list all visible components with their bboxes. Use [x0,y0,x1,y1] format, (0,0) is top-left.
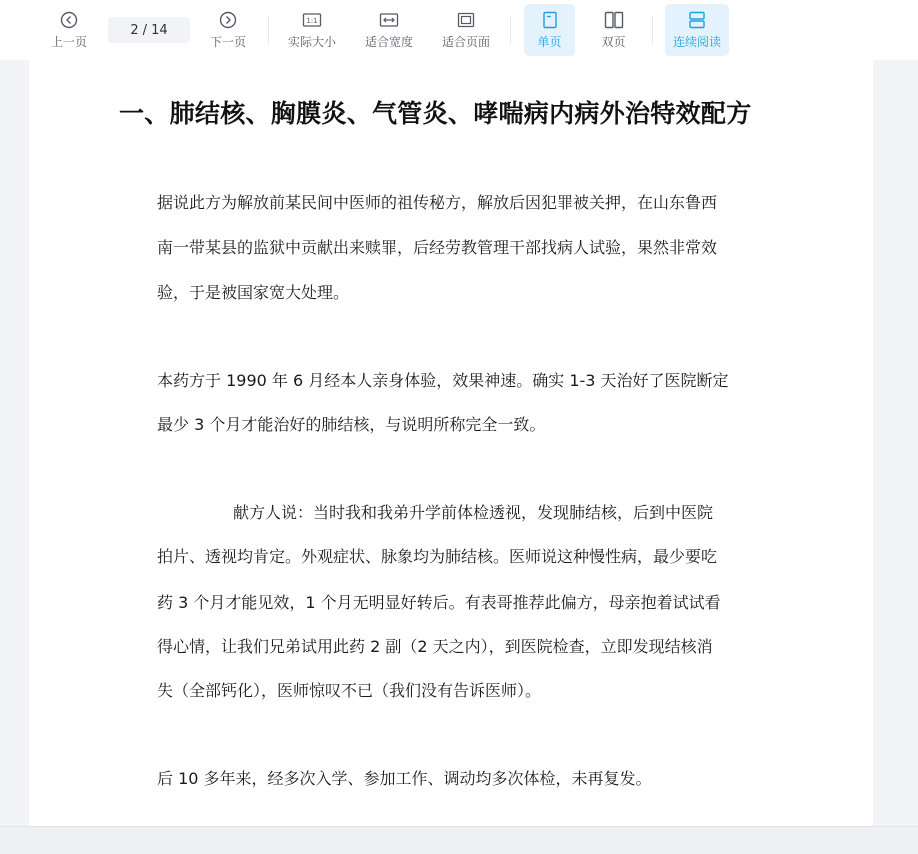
continuous-reading-label: 连续阅读 [672,35,721,49]
page-title: 一、肺结核、胸膜炎、气管炎、哮喘病内病外治特效配方 [119,99,752,128]
fit-width-button[interactable] [359,4,419,56]
paragraph-line: 后 10 多年来，经多次入学、参加工作、调动均多次体检，未再复发。 [157,769,652,788]
next-page-button[interactable] [205,4,251,56]
paragraph-line: 据说此方为解放前某民间中医师的祖传秘方，解放后因犯罪被关押，在山东鲁西 [157,193,718,212]
continuous-reading-button[interactable] [665,4,729,56]
paragraph-line: 南一带某县的监狱中贡献出来赎罪，后经劳教管理干部找病人试验，果然非常效 [157,238,718,257]
next-page-label: 下一页 [209,35,246,49]
double-page-label: 双页 [601,35,626,49]
svg-text:1:1: 1:1 [306,17,318,25]
fit-width-label: 适合宽度 [364,35,413,49]
page-number-input[interactable] [108,17,190,43]
paragraph-line: 验，于是被国家宽大处理。 [157,283,350,302]
continuous-reading-icon [687,10,707,30]
fit-page-label: 适合页面 [441,35,490,49]
single-page-icon [540,10,560,30]
actual-size-button[interactable] [283,4,341,56]
chevron-right-circle-icon [218,10,238,30]
toolbar-divider [510,16,511,44]
document-page [29,60,873,826]
prev-page-button[interactable] [46,4,92,56]
actual-size-label: 实际大小 [287,35,336,49]
paragraph-line: 药 3 个月才能见效，1 个月无明显好转后。有表哥推荐此偏方，母亲抱着试试看 [157,593,721,612]
paragraph-line: 本药方于 1990 年 6 月经本人亲身体验，效果神速。确实 1-3 天治好了医院断定 [157,371,729,390]
fit-width-icon [379,10,399,30]
actual-size-icon [302,10,322,30]
single-page-label: 单页 [537,35,562,49]
double-page-button[interactable] [588,4,639,56]
paragraph-line: 献方人说：当时我和我弟升学前体检透视，发现肺结核，后到中医院 [233,503,714,522]
toolbar-divider [268,16,269,44]
single-page-button[interactable] [524,4,575,56]
bottom-bar [0,826,918,854]
double-page-icon [604,10,624,30]
paragraph-line: 最少 3 个月才能治好的肺结核，与说明所称完全一致。 [157,415,546,434]
paragraph-line: 失（全部钙化），医师惊叹不已（我们没有告诉医师）。 [157,681,542,700]
paragraph-line: 拍片、透视均肯定。外观症状、脉象均为肺结核。医师说这种慢性病，最少要吃 [157,547,718,566]
fit-page-icon [456,10,476,30]
prev-page-label: 上一页 [50,35,87,49]
chevron-left-circle-icon [59,10,79,30]
fit-page-button[interactable] [436,4,496,56]
reader-toolbar [0,0,918,60]
toolbar-divider [652,16,653,44]
page-total: / 14 [142,22,168,38]
page-current: 2 [130,22,139,38]
paragraph-line: 得心情，让我们兄弟试用此药 2 副（2 天之内），到医院检查，立即发现结核消 [157,637,713,656]
